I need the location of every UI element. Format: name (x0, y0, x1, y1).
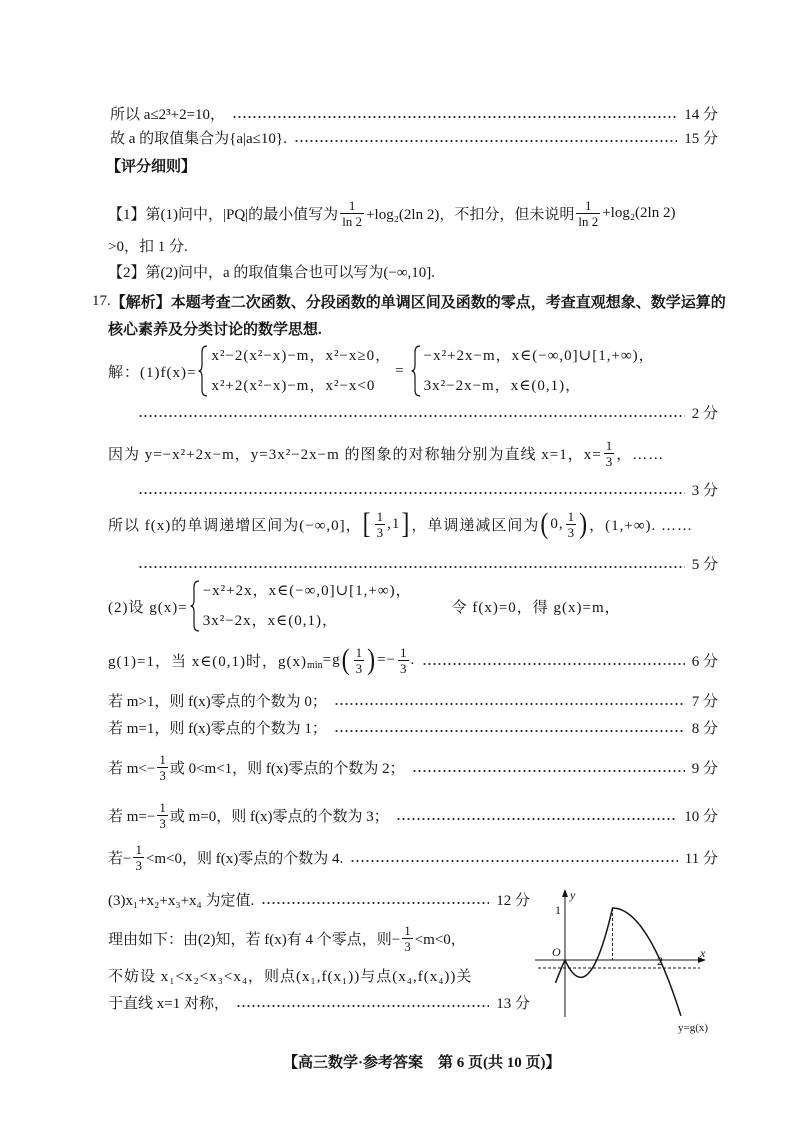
piecewise-block-g (188, 580, 412, 632)
dot-leader (334, 702, 685, 706)
big-right-paren: ) (367, 643, 377, 677)
y-axis-label: y (570, 888, 576, 902)
line-23-part-b: <m<0， (414, 931, 466, 948)
fraction-1-over-3 (157, 800, 168, 831)
line-12 (138, 477, 718, 501)
solution-lead: 解：(1)f(x)= (108, 364, 197, 381)
line-5-text: >0，扣 1 分. (108, 238, 188, 255)
line-4-part-c: +log₂(2ln 2) (602, 204, 676, 221)
brace-stroke (411, 346, 420, 396)
left-brace (198, 345, 208, 397)
big-left-paren: ( (341, 643, 351, 677)
fraction-numerator: 1 (159, 751, 166, 767)
line-18 (108, 715, 718, 739)
fraction-denominator: ln 2 (342, 213, 363, 229)
piecewise-cases (424, 346, 655, 396)
line-15-tail: 令 f(x)=0，得 g(x)=m， (451, 599, 621, 616)
fraction-numerator: 1 (404, 922, 411, 938)
piecewise-block-1 (196, 345, 391, 397)
line-11-part-a: 因为 y=−x²+2x−m，y=3x²−2x−m 的图象的对称轴分别为直线 x=1，x= (108, 446, 602, 463)
fraction-numerator: 1 (400, 644, 407, 660)
line-20-part-a: 若 m=− (108, 808, 156, 825)
case-top: −x²+2x，x∈(−∞,0]∪[1,+∞)， (202, 583, 412, 599)
line-16-part-c: =− (377, 651, 396, 668)
fraction-denominator: 3 (159, 815, 166, 831)
line-13-part-j: ，(1,+∞). …… (589, 517, 694, 534)
big-right-bracket: ] (401, 507, 411, 541)
line-20 (108, 799, 718, 831)
score-label: 11 分 (684, 850, 718, 867)
line-16-part-b: =g (322, 651, 341, 668)
line-11-part-b: ，…… (616, 446, 665, 463)
line-22 (108, 887, 530, 911)
footer-text: 【高三数学·参考答案 第 6 页(共 10 页)】 (283, 1054, 561, 1071)
fraction-numerator: 1 (567, 508, 575, 524)
subscript-min: min (307, 659, 323, 671)
line-13 (108, 507, 694, 541)
line-18-text: 若 m=1，则 f(x)零点的个数为 1； (108, 720, 327, 737)
dot-leader (294, 139, 677, 143)
fraction-1-over-3 (375, 509, 386, 540)
line-10 (138, 400, 718, 424)
score-label: 6 分 (691, 653, 718, 670)
fraction-1-over-ln2 (340, 198, 364, 229)
y-axis-arrow (562, 889, 568, 897)
fraction-1-over-ln2 (576, 198, 600, 229)
line-11 (108, 437, 665, 469)
fraction-numerator: 1 (376, 508, 384, 524)
line-19-part-b: 或 0<m<1，则 f(x)零点的个数为 2； (169, 760, 405, 777)
fraction-1-over-3 (604, 438, 615, 469)
big-left-paren: ( (540, 507, 550, 541)
line-23-part-a: 理由如下：由(2)知，若 f(x)有 4 个零点，则− (108, 931, 401, 948)
line-16 (108, 643, 718, 677)
line-19-part-a: 若 m<− (108, 760, 156, 777)
big-right-paren: ) (579, 507, 589, 541)
fraction-denominator: 3 (159, 767, 166, 783)
brace-stroke (190, 581, 199, 631)
fraction-numerator: 1 (135, 841, 142, 857)
page-footer (283, 1049, 561, 1073)
line-4-part-b: +log₂(2ln 2)，不扣分，但未说明 (366, 206, 575, 223)
fraction-numerator: 1 (576, 198, 600, 214)
equals-sign: = (395, 362, 405, 379)
grading-rules-heading (106, 153, 196, 177)
x-axis-label: x (700, 946, 706, 960)
score-label: 10 分 (684, 808, 718, 825)
dot-leader (261, 901, 489, 905)
fraction-denominator: ln 2 (578, 213, 599, 229)
line-25-text: 于直线 x=1 对称， (108, 995, 229, 1012)
line-13-part-a: 所以 f(x)的单调递增区间为(−∞,0]， (108, 517, 362, 534)
line-21-part-a: 若− (108, 850, 132, 867)
problem-17-heading (92, 289, 726, 313)
piecewise-cases (203, 581, 412, 631)
dot-leader (138, 491, 685, 495)
case-top: −x²+2x−m，x∈(−∞,0]∪[1,+∞)， (423, 348, 655, 364)
dot-leader (334, 729, 685, 733)
case-bottom: 3x²−2x，x∈(0,1)， (202, 613, 339, 629)
fraction-1-over-3 (402, 923, 413, 954)
line-6-text: 【2】第(2)问中，a 的取值集合也可以写为(−∞,10]. (108, 264, 436, 281)
line-14 (138, 551, 718, 575)
dot-leader (350, 859, 678, 863)
line-24-text: 不妨设 x₁<x₂<x₃<x₄，则点(x₁,f(x₁))与点(x₄,f(x₄))关 (108, 968, 473, 985)
brace-stroke (199, 346, 208, 396)
dot-leader (138, 414, 685, 418)
x-tick-label: 2 (657, 954, 663, 968)
fraction-numerator: 1 (340, 198, 364, 214)
score-label: 12 分 (496, 892, 530, 909)
line-1 (110, 101, 718, 125)
left-brace (190, 580, 200, 632)
fraction-denominator: 3 (355, 660, 363, 676)
analysis-text-continued: 核心素养及分类讨论的数学思想. (108, 321, 322, 338)
dot-leader (422, 662, 684, 666)
score-label: 13 分 (496, 995, 530, 1012)
line-13-part-c: ,1 (387, 515, 401, 532)
line-17 (108, 688, 718, 712)
line-4 (108, 197, 676, 229)
line-25 (108, 990, 530, 1014)
line-13-part-h: 0, (550, 515, 564, 532)
line-19 (108, 751, 718, 783)
fraction-1-over-3 (354, 645, 365, 676)
line-6 (108, 259, 435, 283)
fraction-denominator: 3 (567, 524, 575, 540)
curve-label: y=g(x) (678, 1022, 709, 1034)
fraction-denominator: 3 (605, 453, 613, 469)
line-4-part-a: 【1】第(1)问中，|PQ|的最小值写为 (108, 206, 339, 223)
line-24 (108, 963, 472, 987)
line-5 (108, 233, 188, 257)
score-label: 9 分 (691, 760, 718, 777)
score-label: 8 分 (691, 720, 718, 737)
line-21-part-b: <m<0，则 f(x)零点的个数为 4. (145, 850, 344, 867)
line-13-part-e: ，单调递减区间为 (411, 517, 540, 534)
dot-leader (412, 769, 685, 773)
fraction-numerator: 1 (159, 799, 166, 815)
line-1-text: 所以 a≤2³+2=10， (110, 106, 226, 123)
fraction-1-over-3 (157, 752, 168, 783)
fraction-numerator: 1 (355, 644, 363, 660)
dot-leader (396, 817, 678, 821)
fraction-denominator: 3 (404, 938, 411, 954)
case-bottom: 3x²−2x−m，x∈(0,1)， (423, 378, 582, 394)
score-label: 2 分 (691, 405, 718, 422)
origin-label: O (552, 945, 561, 959)
line-16-part-a: g(1)=1，当 x∈(0,1)时，g(x) (108, 653, 308, 670)
problem-number: 17. (92, 292, 111, 309)
piecewise-cases (211, 346, 391, 396)
part-2-lead: (2)设 g(x)= (108, 599, 188, 616)
line-2-text: 故 a 的取值集合为{a|a≤10}. (110, 130, 287, 147)
function-graph (530, 885, 730, 1035)
case-bottom: x²+2(x²−x)−m，x²−x<0 (211, 378, 376, 394)
fraction-denominator: 3 (376, 524, 384, 540)
fraction-denominator: 3 (135, 857, 142, 873)
left-brace (411, 345, 421, 397)
fraction-1-over-3 (566, 509, 577, 540)
line-23 (108, 922, 466, 954)
score-label: 5 分 (691, 556, 718, 573)
dot-leader (236, 1004, 489, 1008)
fraction-numerator: 1 (605, 437, 613, 453)
y-tick-label: 1 (555, 903, 561, 917)
line-2 (110, 125, 718, 149)
piecewise-block-2 (409, 345, 655, 397)
line-15-piecewise-g (108, 583, 621, 629)
line-9-piecewise-f (108, 348, 655, 394)
fraction-1-over-3 (133, 842, 144, 873)
score-label: 15 分 (684, 130, 718, 147)
heading-text: 【评分细则】 (106, 158, 197, 175)
case-top: x²−2(x²−x)−m，x²−x≥0， (211, 348, 392, 364)
big-left-bracket: [ (362, 507, 372, 541)
dot-leader (138, 565, 685, 569)
score-label: 3 分 (691, 482, 718, 499)
line-17-text: 若 m>1，则 f(x)零点的个数为 0； (108, 693, 327, 710)
score-label: 14 分 (684, 106, 718, 123)
line-22-text: (3)x₁+x₂+x₃+x₄ 为定值. (108, 892, 255, 909)
score-label: 7 分 (691, 693, 718, 710)
dot-leader (232, 115, 677, 119)
line-8 (108, 316, 322, 340)
fraction-1-over-3 (398, 645, 409, 676)
line-20-part-b: 或 m=0，则 f(x)零点的个数为 3； (169, 808, 389, 825)
line-21 (108, 841, 718, 873)
line-16-part-d: . (410, 651, 416, 668)
analysis-text: 【解析】本题考查二次函数、分段函数的单调区间及函数的零点，考查直观想象、数学运算的 (110, 294, 726, 311)
fraction-denominator: 3 (400, 660, 407, 676)
